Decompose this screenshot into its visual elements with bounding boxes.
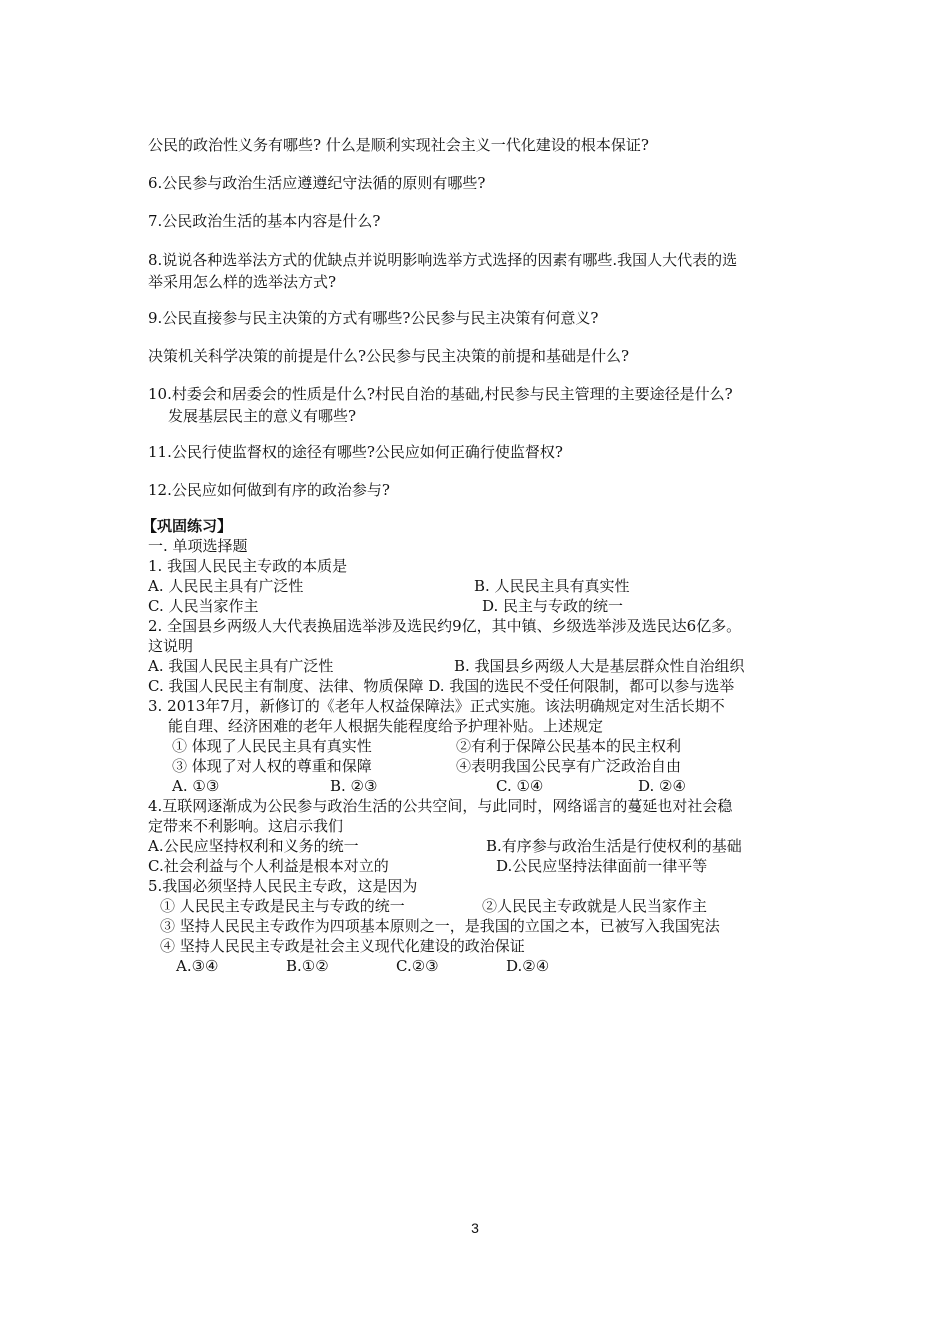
p2-option-cd: C. 我国人民民主有制度、法律、物质保障 D. 我国的选民不受任何限制，都可以参与选举 [148,677,735,695]
question-8-line2: 举采用怎么样的选举法方式? [148,273,337,291]
p5-option-b: B.①② [286,957,329,975]
p5-stem: 5.我国必须坚持人民民主专政，这是因为 [148,877,418,895]
question-9b: 决策机关科学决策的前提是什么?公民参与民主决策的前提和基础是什么? [148,347,630,365]
p4-option-b: B.有序参与政治生活是行使权利的基础 [486,837,742,855]
p5-statement-3: ③ 坚持人民民主专政作为四项基本原则之一，是我国的立国之本，已被写入我国宪法 [160,917,720,935]
question-9: 9.公民直接参与民主决策的方式有哪些?公民参与民主决策有何意义? [148,309,599,327]
practice-heading: 【巩固练习】 [142,517,233,535]
p1-option-b: B. 人民民主具有真实性 [474,577,630,595]
p2-option-b: B. 我国县乡两级人大是基层群众性自治组织 [454,657,745,675]
p3-statement-2: ②有利于保障公民基本的民主权利 [456,737,682,755]
p3-stem-line1: 3. 2013年7月，新修订的《老年人权益保障法》正式实施。该法明确规定对生活长期不 [148,697,725,715]
p4-stem-line1: 4.互联网逐渐成为公民参与政治生活的公共空间，与此同时，网络谣言的蔓延也对社会稳 [148,797,733,815]
p2-stem-line1: 2. 全国县乡两级人大代表换届选举涉及选民约9亿，其中镇、乡级选举涉及选民达6亿多。 [148,617,742,635]
p4-stem-line2: 定带来不利影响。这启示我们 [148,817,344,835]
p4-option-c: C.社会利益与个人利益是根本对立的 [148,857,389,875]
section-title: 一. 单项选择题 [148,537,248,555]
p1-stem: 1. 我国人民民主专政的本质是 [148,557,348,575]
question-6: 6.公民参与政治生活应遵遵纪守法循的原则有哪些? [148,174,486,192]
p5-statement-1: ① 人民民主专政是民主与专政的统一 [160,897,405,915]
p1-option-c: C. 人民当家作主 [148,597,259,615]
page-number: 3 [471,1220,479,1236]
question-7: 7.公民政治生活的基本内容是什么? [148,212,381,230]
p3-stem-line2: 能自理、经济困难的老年人根据失能程度给予护理补贴。上述规定 [168,717,604,735]
p3-option-c: C. ①④ [496,777,544,795]
p1-option-a: A. 人民民主具有广泛性 [148,577,304,595]
p5-option-c: C.②③ [396,957,439,975]
question-8-line1: 8.说说各种选举法方式的优缺点并说明影响选举方式选择的因素有哪些.我国人大代表的选 [148,251,738,269]
p3-statement-1: ① 体现了人民民主具有真实性 [172,737,372,755]
p5-statement-4: ④ 坚持人民民主专政是社会主义现代化建设的政治保证 [160,937,525,955]
question-12: 12.公民应如何做到有序的政治参与? [148,481,390,499]
p5-statement-2: ②人民民主专政就是人民当家作主 [482,897,708,915]
p3-option-b: B. ②③ [330,777,378,795]
question-5: 公民的政治性义务有哪些? 什么是顺利实现社会主义一代化建设的根本保证? [148,136,649,154]
p3-option-d: D. ②④ [638,777,686,795]
question-10-line2: 发展基层民主的意义有哪些? [168,407,357,425]
p4-option-a: A.公民应坚持权利和义务的统一 [148,837,359,855]
p3-statement-3: ③ 体现了对人权的尊重和保障 [172,757,372,775]
question-10-line1: 10.村委会和居委会的性质是什么?村民自治的基础,村民参与民主管理的主要途径是什么? [148,385,733,403]
question-11: 11.公民行使监督权的途径有哪些?公民应如何正确行使监督权? [148,443,563,461]
p4-option-d: D.公民应坚持法律面前一律平等 [496,857,708,875]
p1-option-d: D. 民主与专政的统一 [482,597,624,615]
p3-option-a: A. ①③ [172,777,220,795]
p2-stem-line2: 这说明 [148,637,194,655]
p2-option-a: A. 我国人民民主具有广泛性 [148,657,334,675]
p5-option-d: D.②④ [506,957,550,975]
p5-option-a: A.③④ [176,957,219,975]
p3-statement-4: ④表明我国公民享有广泛政治自由 [456,757,682,775]
